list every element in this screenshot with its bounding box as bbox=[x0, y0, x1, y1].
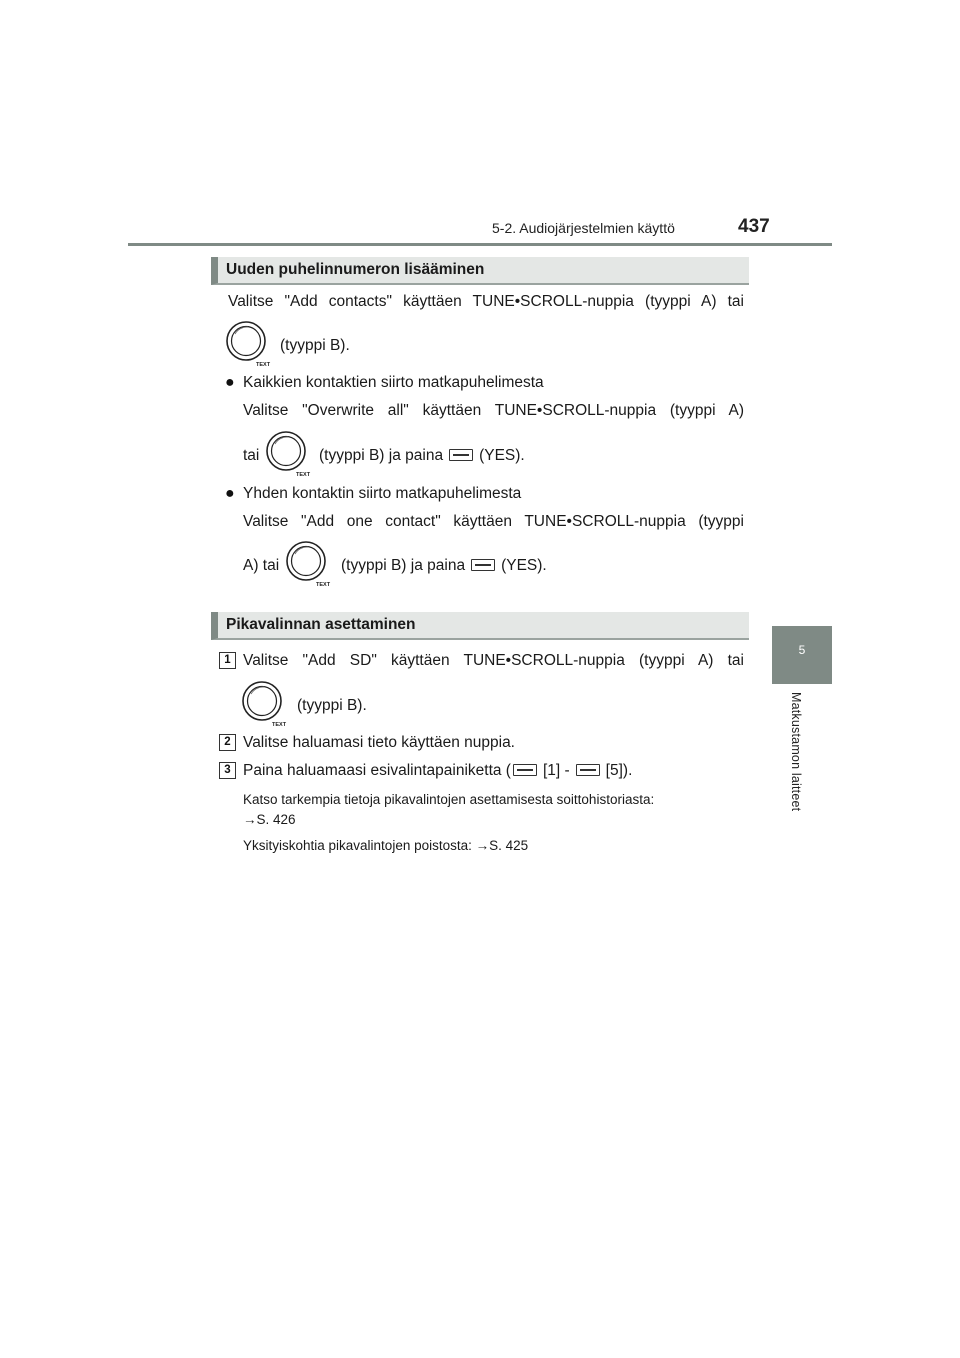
knob-label-text: TEXT bbox=[256, 362, 271, 368]
chapter-tab: 5 bbox=[772, 626, 832, 684]
header-title: 5-2. Audiojärjestelmien käyttö bbox=[492, 220, 675, 236]
bullet-1-line-2-start: tai bbox=[243, 447, 260, 464]
step-number-1: 1 bbox=[219, 652, 236, 669]
bullet-2-press-text: (tyyppi B) ja paina bbox=[341, 557, 466, 574]
bullet-2-line-2 bbox=[341, 557, 547, 575]
knob-label-text: TEXT bbox=[296, 472, 311, 478]
note-1-line-1: Katso tarkempia tietoja pikavalintojen asettamisesta soittohistoriasta: bbox=[243, 792, 655, 807]
section-heading-add-number bbox=[211, 257, 749, 285]
bullet-2-line-2-start: A) tai bbox=[243, 557, 280, 574]
header-rule bbox=[128, 243, 832, 246]
note-1-line-2: →S. 426 bbox=[243, 812, 296, 827]
step-number-3: 3 bbox=[219, 762, 236, 779]
step-3-text-middle: [1] - bbox=[542, 762, 570, 779]
section-heading-speed-dial bbox=[211, 612, 749, 640]
step-3-line-1 bbox=[243, 762, 632, 780]
bullet-2-yes-text: (YES). bbox=[501, 557, 547, 574]
bullet-1-press-text: (tyyppi B) ja paina bbox=[319, 447, 444, 464]
step-1-line-2: (tyyppi B). bbox=[297, 697, 367, 714]
step-1-line-1: Valitse "Add SD" käyttäen TUNE•SCROLL-nuppia (tyyppi A) tai bbox=[243, 652, 744, 669]
screen-button-icon bbox=[576, 764, 600, 776]
knob-label-text: TEXT bbox=[272, 722, 287, 728]
note-2-line-1: Yksityiskohtia pikavalintojen poistosta: →S. 425 bbox=[243, 838, 529, 853]
bullet-2-title: Yhden kontaktin siirto matkapuhelimesta bbox=[243, 485, 522, 502]
screen-button-icon bbox=[471, 559, 495, 571]
bullet-glyph: ● bbox=[225, 374, 235, 391]
page-number: 437 bbox=[738, 216, 770, 237]
chapter-label: Matkustamon laitteet bbox=[789, 692, 803, 812]
step-3-text-start: Paina haluamaasi esivalintapainiketta ( bbox=[243, 762, 511, 779]
step-number-2: 2 bbox=[219, 734, 236, 751]
tune-knob-icon bbox=[242, 680, 290, 728]
bullet-1-yes-text: (YES). bbox=[479, 447, 525, 464]
intro-line-2: (tyyppi B). bbox=[280, 337, 350, 354]
screen-button-icon bbox=[449, 449, 473, 461]
step-2-line-1: Valitse haluamasi tieto käyttäen nuppia. bbox=[243, 734, 515, 751]
screen-button-icon bbox=[513, 764, 537, 776]
bullet-glyph: ● bbox=[225, 485, 235, 502]
bullet-1-title: Kaikkien kontaktien siirto matkapuhelimesta bbox=[243, 374, 544, 391]
section-heading-text: Uuden puhelinnumeron lisääminen bbox=[226, 261, 485, 278]
bullet-2-line-1: Valitse "Add one contact" käyttäen TUNE•SCROLL-nuppia (tyyppi bbox=[243, 513, 744, 530]
tune-knob-icon bbox=[286, 540, 334, 588]
bullet-1-line-2 bbox=[319, 447, 525, 465]
knob-label-text: TEXT bbox=[316, 582, 331, 588]
tune-knob-icon bbox=[226, 320, 274, 368]
intro-line-1: Valitse "Add contacts" käyttäen TUNE•SCROLL-nuppia (tyyppi A) tai bbox=[228, 293, 744, 310]
step-3-text-end: [5]). bbox=[605, 762, 633, 779]
bullet-1-line-1: Valitse "Overwrite all" käyttäen TUNE•SCROLL-nuppia (tyyppi A) bbox=[243, 402, 744, 419]
tune-knob-icon bbox=[266, 430, 314, 478]
section-heading-text: Pikavalinnan asettaminen bbox=[226, 616, 416, 633]
